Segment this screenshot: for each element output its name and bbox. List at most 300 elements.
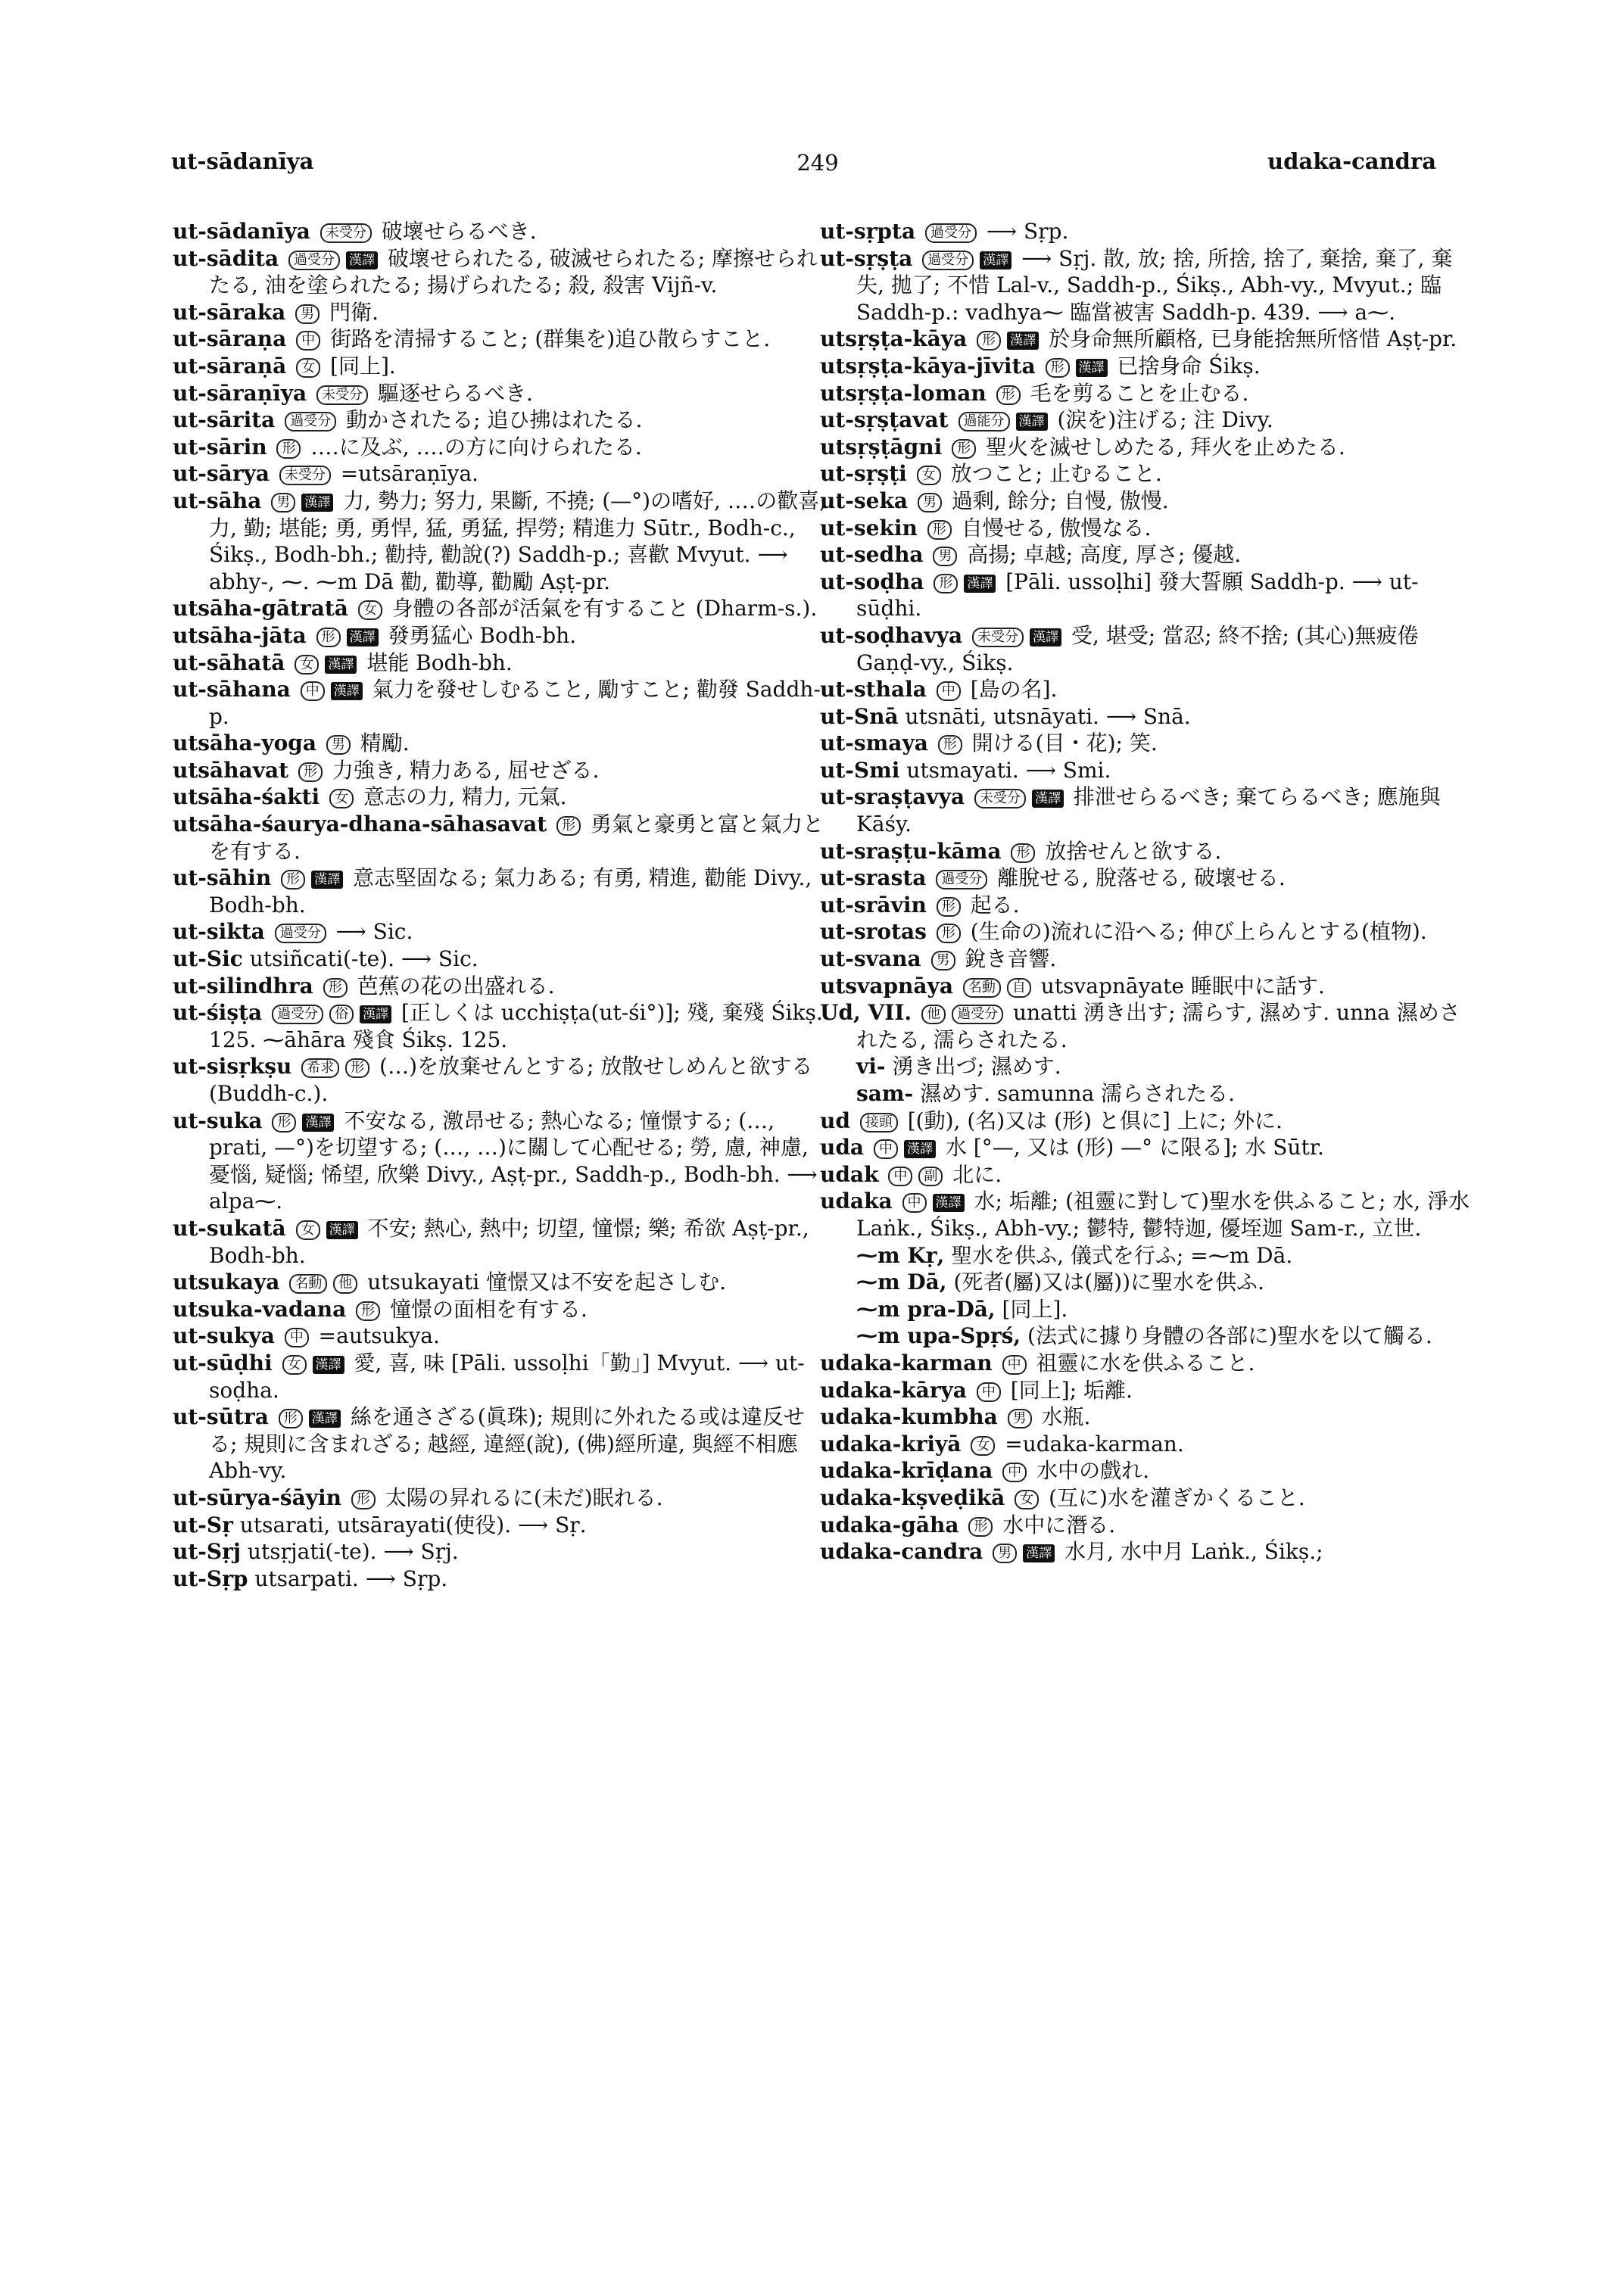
grammar-tag: 女 xyxy=(971,1436,995,1456)
chinese-translation-marker: 漢譯 xyxy=(933,1194,965,1212)
headword: ut-sṛṣṭi xyxy=(820,461,907,487)
definition-text: utsukayati 憧憬又は不安を起さしむ. xyxy=(367,1270,727,1295)
definition-text: 動かされたる; 追ひ拂はれたる. xyxy=(346,407,643,433)
headword: udaka-krīḍana xyxy=(820,1458,993,1484)
definition-text: 排泄せらるべき; 棄てらるべき; 應施與 Kāśy. xyxy=(856,784,1441,837)
grammar-tag: 形 xyxy=(996,385,1021,405)
headword: ut-śiṣṭa xyxy=(173,1000,263,1026)
dictionary-entry xyxy=(173,1108,833,1215)
dictionary-entry xyxy=(173,218,833,245)
definition-text: utsarati, utsārayati(使役). ⟶ Sṛ. xyxy=(239,1512,587,1537)
dictionary-entry xyxy=(820,326,1471,353)
definition-text: 太陽の昇れるに(未だ)眠れる. xyxy=(385,1485,663,1510)
definition-text: ⟶ Sṛp. xyxy=(986,219,1069,244)
headword: ut-Snā xyxy=(820,703,899,729)
grammar-tag: 過受分 xyxy=(288,251,340,270)
grammar-tag: 未受分 xyxy=(972,628,1024,647)
grammar-tag: 形 xyxy=(556,816,581,836)
definition-text: ‥‥に及ぶ, ‥‥の方に向けられたる. xyxy=(310,434,642,460)
dictionary-entry xyxy=(820,946,1471,973)
headword: ut-sāraṇā xyxy=(173,353,287,379)
grammar-tag: 女 xyxy=(917,466,941,485)
definition-text: 過剩, 餘分; 自慢, 傲慢. xyxy=(951,488,1169,513)
chinese-translation-marker: 漢譯 xyxy=(301,494,333,512)
definition-text: 銳き音響. xyxy=(965,946,1057,972)
grammar-tag: 自 xyxy=(1007,978,1031,998)
definition-text: ⟶ Sṛj. 散, 放; 捨, 所捨, 捨了, 棄捨, 棄了, 棄失, 拋了; 不惜 Lal-v., Saddh-p., Śikṣ., Abh-vy., Mvyut.; 臨 Saddh-p.: vadhya⁓ 臨當被害 Saddh-p. 439. ⟶ a⁓. xyxy=(856,245,1453,325)
headword: utsāha-yoga xyxy=(173,731,316,756)
dictionary-entry xyxy=(820,353,1471,380)
grammar-tag: 中 xyxy=(977,1382,1001,1402)
definition-text: [(動), (名)又は (形) と倶に] 上に; 外に. xyxy=(907,1108,1283,1133)
headword: ut-sāraṇīya xyxy=(173,380,307,406)
chinese-translation-marker: 漢譯 xyxy=(980,251,1011,269)
dictionary-entry xyxy=(820,1431,1471,1458)
headword: udaka-karman xyxy=(820,1350,993,1375)
definition-text: 氣力を發せしむること, 勵すこと; 勸發 Saddh-p. xyxy=(209,677,821,729)
grammar-tag: 形 xyxy=(279,1409,303,1428)
headword: ut-svana xyxy=(820,946,921,972)
headword: ut-sukatā xyxy=(173,1215,286,1241)
headword: utsvapnāya xyxy=(820,973,953,999)
headword: ut-sādanīya xyxy=(173,219,310,244)
headword: vi- xyxy=(856,1054,886,1080)
definition-text: 街路を清掃すること; (群集を)追ひ散らすこと. xyxy=(330,326,771,352)
headword: ut-srāvin xyxy=(820,892,927,918)
definition-text: 意志堅固なる; 氣力ある; 有勇, 精進, 勸能 Divy., Bodh-bh. xyxy=(209,865,812,918)
definition-text: 聖水を供ふ, 儀式を行ふ; =⁓m Dā. xyxy=(951,1242,1293,1268)
headword: ut-Sṛ xyxy=(173,1512,233,1537)
dictionary-entry xyxy=(173,245,833,299)
dictionary-entry xyxy=(173,326,833,353)
dictionary-entry xyxy=(820,730,1471,757)
dictionary-entry xyxy=(820,407,1471,434)
headword: utsāha-śakti xyxy=(173,784,320,810)
headword: ut-sāhatā xyxy=(173,650,285,675)
definition-text: (涙を)注げる; 注 Divy. xyxy=(1057,407,1273,433)
headword: ut-sārita xyxy=(173,407,276,433)
grammar-tag: 中 xyxy=(296,331,320,350)
dictionary-entry xyxy=(820,460,1471,488)
dictionary-entry xyxy=(820,622,1471,676)
grammar-tag: 未受分 xyxy=(974,789,1026,808)
headword: ut-sedha xyxy=(820,542,924,568)
headword: utsāha-jāta xyxy=(173,622,307,648)
definition-text: 勇氣と豪勇と富と氣力とを有する. xyxy=(209,812,824,864)
headword: ⁓m upa-Spṛś, xyxy=(856,1323,1021,1349)
definition-text: =autsukya. xyxy=(318,1323,440,1349)
headword: ut-sisṛkṣu xyxy=(173,1054,292,1080)
dictionary-entry xyxy=(173,811,833,865)
grammar-tag: 男 xyxy=(931,951,955,970)
definition-text: 高揚; 卓越; 高度, 厚さ; 優越. xyxy=(967,542,1242,568)
definition-text: 破壞せらるべき. xyxy=(381,219,537,244)
definition-text: 祖靈に水を供ふること. xyxy=(1036,1350,1255,1375)
headword: ut-Smi xyxy=(820,757,900,783)
chinese-translation-marker: 漢譯 xyxy=(1007,332,1039,350)
headword: ut-sāha xyxy=(173,488,262,513)
definition-text: 放捨せんと欲する. xyxy=(1045,838,1222,864)
chinese-translation-marker: 漢譯 xyxy=(904,1140,936,1158)
definition-text: 水 [°—, 又は (形) —° に限る]; 水 Sūtr. xyxy=(945,1135,1324,1161)
headword: udak xyxy=(820,1161,879,1187)
headword: ut-sraṣṭavya xyxy=(820,784,965,810)
headword: utsṛṣṭa-kāya xyxy=(820,326,968,352)
dictionary-entry xyxy=(820,892,1471,919)
definition-text: (互に)水を灌ぎかくること. xyxy=(1049,1485,1305,1510)
dictionary-entry xyxy=(173,784,833,811)
headword: ud xyxy=(820,1108,850,1133)
grammar-tag: 俗 xyxy=(329,1005,354,1024)
headword: ut-soḍha xyxy=(820,569,924,594)
headword: ut-sikta xyxy=(173,919,265,945)
definition-text: [島の名]. xyxy=(970,677,1058,703)
dictionary-entry xyxy=(820,1296,1471,1323)
definition-text: 放つこと; 止むること. xyxy=(950,461,1162,487)
dictionary-entry xyxy=(173,1053,833,1107)
definition-text: utsarpati. ⟶ Sṛp. xyxy=(254,1566,448,1591)
chinese-translation-marker: 漢譯 xyxy=(309,1410,341,1428)
dictionary-entry xyxy=(820,838,1471,865)
dictionary-entry xyxy=(820,1485,1471,1512)
chinese-translation-marker: 漢譯 xyxy=(1076,359,1108,377)
definition-text: [同上]. xyxy=(1002,1296,1068,1322)
definition-text: (法式に據り身體の各部に)聖水を以て觸る. xyxy=(1027,1323,1432,1349)
dictionary-entry xyxy=(173,299,833,326)
dictionary-entry xyxy=(820,999,1471,1053)
definition-text: utsiñcati(-te). ⟶ Sic. xyxy=(249,946,478,972)
grammar-tag: 過能分 xyxy=(959,412,1010,431)
definition-text: 力, 勢力; 努力, 果斷, 不撓; (—°)の嗜好, ‥‥の歡喜; 力, 勤; 堪能; 勇, 勇悍, 猛, 勇猛, 捍勞; 精進力 Sūtr., Bodh-c., Śikṣ., Bodh-bh.; 勸持, 勸說(?) Saddh-p.; 喜歡 Mvyut. ⟶ abhy-, ⁓. ⁓m Dā 勸, 勸導, 勸勵 Aṣṭ-pr. xyxy=(209,488,827,594)
chinese-translation-marker: 漢譯 xyxy=(331,682,363,700)
definition-text: =utsāraṇīya. xyxy=(340,461,479,487)
headword: udaka-kṣveḍikā xyxy=(820,1485,1005,1510)
headword: ut-sthala xyxy=(820,677,927,703)
grammar-tag: 形 xyxy=(1046,358,1070,378)
chinese-translation-marker: 漢譯 xyxy=(1023,1544,1055,1562)
grammar-tag: 形 xyxy=(937,924,961,943)
definition-text: 受, 堪受; 當忍; 終不捨; (其心)無疲倦 Gaṇḍ-vy., Śikṣ. xyxy=(856,622,1419,675)
definition-text: 於身命無所顧格, 已身能捨無所悋惜 Aṣṭ-pr. xyxy=(1049,326,1457,352)
definition-text: 北に. xyxy=(952,1161,1002,1187)
grammar-tag: 女 xyxy=(296,358,320,378)
dictionary-entry xyxy=(820,1134,1471,1161)
headword: ut-sāraka xyxy=(173,299,286,325)
definition-text: (…)を放棄せんとする; 放散せしめんと欲する (Buddh-c.). xyxy=(209,1054,813,1106)
dictionary-entry xyxy=(820,1404,1471,1431)
grammar-tag: 過受分 xyxy=(285,412,336,431)
chinese-translation-marker: 漢譯 xyxy=(302,1114,334,1132)
headword: utsṛṣṭa-kāya-jīvita xyxy=(820,353,1036,379)
dictionary-entry xyxy=(820,1242,1471,1270)
grammar-tag: 未受分 xyxy=(316,385,368,405)
dictionary-entry xyxy=(173,353,833,380)
dictionary-entry xyxy=(173,407,833,434)
dictionary-entry xyxy=(820,676,1471,703)
dictionary-entry xyxy=(173,999,833,1053)
definition-text: 水月, 水中月 Laṅk., Śikṣ.; xyxy=(1064,1539,1323,1565)
definition-text: 憧憬の面相を有する. xyxy=(390,1296,588,1322)
page-number: 249 xyxy=(796,150,839,176)
grammar-tag: 接頭 xyxy=(860,1113,898,1132)
grammar-tag: 形 xyxy=(1011,843,1035,863)
headword: ut-sūtra xyxy=(173,1404,269,1430)
headword: ut-sāhana xyxy=(173,677,291,703)
headword: utsṛṣṭa-loman xyxy=(820,380,987,406)
headword: ut-sāhin xyxy=(173,865,272,891)
headword: ⁓m pra-Dā, xyxy=(856,1296,996,1322)
dictionary-entry xyxy=(820,245,1471,326)
chinese-translation-marker: 漢譯 xyxy=(346,251,378,269)
dictionary-entry xyxy=(820,918,1471,946)
dictionary-entry xyxy=(173,1566,833,1593)
dictionary-entry xyxy=(820,1161,1471,1189)
grammar-tag: 希求 xyxy=(301,1058,339,1078)
grammar-tag: 過受分 xyxy=(922,251,974,270)
dictionary-entry xyxy=(820,1080,1471,1108)
headword: utsṛṣṭāgni xyxy=(820,434,943,460)
headword: udaka-kriyā xyxy=(820,1431,962,1456)
dictionary-entry xyxy=(173,650,833,677)
dictionary-entry xyxy=(820,1512,1471,1539)
dictionary-entry xyxy=(173,730,833,757)
dictionary-entry xyxy=(173,1404,833,1485)
grammar-tag: 女 xyxy=(295,655,319,675)
running-head-right: udaka-candra xyxy=(1267,148,1436,174)
definition-text: 水瓶. xyxy=(1041,1404,1091,1430)
definition-text: 不安なる, 激昂せる; 熱心なる; 憧憬する; (…, prati, —°)を切望する; (…, …)に關して心配せる; 勞, 慮, 神慮, 憂惱, 疑惱; 悕望, 欣樂 Divy., Aṣṭ-pr., Saddh-p., Bodh-bh. ⟶ alpa⁓. xyxy=(209,1108,818,1214)
headword: ut-sekin xyxy=(820,515,918,541)
definition-text: 驅逐せらるべき. xyxy=(377,380,533,406)
headword: ut-silindhra xyxy=(173,973,313,999)
dictionary-entry xyxy=(820,1269,1471,1296)
headword: udaka-kumbha xyxy=(820,1404,998,1430)
definition-text: 自慢せる, 傲慢なる. xyxy=(961,515,1152,541)
definition-text: 已捨身命 Śikṣ. xyxy=(1117,353,1261,379)
definition-text: 力強き, 精力ある, 屈せざる. xyxy=(332,757,600,783)
grammar-tag: 未受分 xyxy=(320,223,372,243)
chinese-translation-marker: 漢譯 xyxy=(326,1221,358,1239)
grammar-tag: 形 xyxy=(356,1301,380,1321)
definition-text: utsnāti, utsnāyati. ⟶ Snā. xyxy=(905,703,1191,729)
chinese-translation-marker: 漢譯 xyxy=(964,575,996,593)
grammar-tag: 形 xyxy=(316,628,341,647)
grammar-tag: 形 xyxy=(927,520,952,540)
headword: udaka-kārya xyxy=(820,1377,967,1403)
grammar-tag: 女 xyxy=(296,1220,320,1240)
definition-text: 意志の力, 精力, 元氣. xyxy=(363,784,567,810)
dictionary-entry xyxy=(820,1350,1471,1377)
headword: udaka xyxy=(820,1189,893,1214)
grammar-tag: 女 xyxy=(329,789,354,808)
headword: ut-sārya xyxy=(173,461,270,487)
dictionary-entry xyxy=(173,1350,833,1404)
headword: ut-sāraṇa xyxy=(173,326,287,352)
dictionary-entry xyxy=(820,380,1471,407)
grammar-tag: 形 xyxy=(298,762,323,782)
grammar-tag: 形 xyxy=(351,1490,376,1509)
definition-text: 開ける(目・花); 笑. xyxy=(971,731,1158,756)
dictionary-entry xyxy=(820,1377,1471,1404)
headword: ut-sṛṣṭavat xyxy=(820,407,949,433)
definition-text: 破壞せられたる, 破滅せられたる; 摩擦せられたる, 油を塗られたる; 揚げられたる; 殺, 殺害 Vijñ-v. xyxy=(209,245,818,298)
definition-text: 濕めす. samunna 濡らされたる. xyxy=(920,1081,1236,1106)
dictionary-entry xyxy=(173,918,833,946)
grammar-tag: 男 xyxy=(993,1544,1017,1563)
grammar-tag: 過受分 xyxy=(925,223,977,243)
definition-text: 發勇猛心 Bodh-bh. xyxy=(388,622,577,648)
headword: utsāha-gātratā xyxy=(173,596,348,622)
grammar-tag: 過受分 xyxy=(952,1005,1003,1024)
definition-text: 聖火を滅せしめたる, 拜火を止めたる. xyxy=(986,434,1345,460)
definition-text: unatti 湧き出す; 濡らす, 濕めす. unna 濕めされたる, 濡らされたる. xyxy=(856,1000,1460,1052)
grammar-tag: 形 xyxy=(281,870,305,889)
grammar-tag: 他 xyxy=(921,1005,946,1024)
grammar-tag: 未受分 xyxy=(279,466,331,485)
dictionary-entry xyxy=(820,1108,1471,1135)
dictionary-entry xyxy=(173,1512,833,1539)
dictionary-entry xyxy=(173,1485,833,1512)
chinese-translation-marker: 漢譯 xyxy=(347,628,379,646)
dictionary-entry xyxy=(173,946,833,973)
grammar-tag: 男 xyxy=(918,493,942,512)
definition-text: [Pāli. ussoḷhi] 發大誓願 Saddh-p. ⟶ ut-sūḍhi. xyxy=(856,569,1419,622)
dictionary-entry xyxy=(173,865,833,918)
headword: ⁓m Dā, xyxy=(856,1270,947,1295)
definition-text: =udaka-karman. xyxy=(1005,1431,1184,1456)
definition-text: 水; 垢離; (祖靈に對して)聖水を供ふること; 水, 淨水 Laṅk., Śikṣ., Abh-vy.; 鬱特, 鬱特迦, 優垤迦 Sam-r., 立世. xyxy=(856,1189,1470,1241)
dictionary-entry xyxy=(820,1053,1471,1080)
dictionary-entry xyxy=(173,434,833,461)
definition-text: 水中の戲れ. xyxy=(1036,1458,1149,1484)
headword: ut-sukya xyxy=(173,1323,275,1349)
running-head-left: ut-sādanīya xyxy=(171,148,314,174)
dictionary-entry xyxy=(820,434,1471,461)
definition-text: [同上]; 垢離. xyxy=(1010,1377,1133,1403)
headword: utsāhavat xyxy=(173,757,289,783)
right-column xyxy=(820,218,1471,1566)
headword: ut-smaya xyxy=(820,731,928,756)
definition-text: 起る. xyxy=(970,892,1020,918)
dictionary-entry xyxy=(173,488,833,595)
dictionary-entry xyxy=(173,1323,833,1350)
dictionary-entry xyxy=(173,973,833,1000)
definition-text: [同上]. xyxy=(330,353,396,379)
grammar-tag: 中 xyxy=(1002,1355,1027,1375)
grammar-tag: 形 xyxy=(934,574,958,594)
definition-text: (死者(屬)又は(屬))に聖水を供ふ. xyxy=(953,1270,1264,1295)
definition-text: utsmayati. ⟶ Smi. xyxy=(906,757,1111,783)
headword: udaka-candra xyxy=(820,1539,983,1565)
dictionary-entry xyxy=(173,676,833,730)
headword: ut-Sṛj xyxy=(173,1539,242,1565)
dictionary-entry xyxy=(820,569,1471,622)
dictionary-entry xyxy=(820,784,1471,837)
grammar-tag: 形 xyxy=(272,1113,296,1132)
headword: ut-sṛṣṭa xyxy=(820,245,913,271)
grammar-tag: 女 xyxy=(358,600,382,620)
grammar-tag: 他 xyxy=(333,1274,357,1294)
definition-text: 門衛. xyxy=(329,299,379,325)
grammar-tag: 過受分 xyxy=(936,870,987,889)
definition-text: 水中に潛る. xyxy=(1002,1512,1116,1537)
headword: ut-sārin xyxy=(173,434,267,460)
grammar-tag: 形 xyxy=(276,439,301,459)
chinese-translation-marker: 漢譯 xyxy=(311,871,343,889)
chinese-translation-marker: 漢譯 xyxy=(1030,628,1061,646)
definition-text: 堪能 Bodh-bh. xyxy=(366,650,513,675)
grammar-tag: 名動 xyxy=(963,978,1001,998)
headword: uda xyxy=(820,1135,865,1161)
grammar-tag: 過受分 xyxy=(272,1005,323,1024)
dictionary-entry xyxy=(820,1457,1471,1485)
headword: ut-soḍhavya xyxy=(820,622,963,648)
definition-text: 絲を通さざる(眞珠); 規則に外れたる或は違反せる; 規則に含まれざる; 越經, 違經(說), (佛)經所違, 與經不相應 Abh-vy. xyxy=(209,1404,805,1484)
headword: ut-Sṛp xyxy=(173,1566,248,1591)
definition-text: 精勵. xyxy=(360,731,410,756)
grammar-tag: 形 xyxy=(345,1058,369,1078)
grammar-tag: 女 xyxy=(1015,1490,1039,1509)
grammar-tag: 中 xyxy=(1002,1463,1027,1482)
headword: ut-sūrya-śāyin xyxy=(173,1485,341,1510)
dictionary-entry xyxy=(820,488,1471,515)
dictionary-entry xyxy=(173,1215,833,1269)
dictionary-entry xyxy=(820,1188,1471,1242)
headword: utsāha-śaurya-dhana-sāhasavat xyxy=(173,812,547,837)
grammar-tag: 形 xyxy=(952,439,976,459)
dictionary-entry xyxy=(820,218,1471,245)
dictionary-entry xyxy=(173,460,833,488)
definition-text: 湧き出づ; 濕めす. xyxy=(892,1054,1061,1080)
grammar-tag: 形 xyxy=(937,897,961,917)
headword: udaka-gāha xyxy=(820,1512,959,1537)
grammar-tag: 形 xyxy=(938,735,962,755)
headword: utsuka-vadana xyxy=(173,1296,347,1322)
grammar-tag: 中 xyxy=(902,1193,927,1213)
grammar-tag: 男 xyxy=(271,493,295,512)
headword: ut-srotas xyxy=(820,919,927,945)
grammar-tag: 形 xyxy=(977,331,1001,350)
definition-text: 不安; 熱心, 熱中; 切望, 憧憬; 樂; 希欲 Aṣṭ-pr., Bodh-bh. xyxy=(209,1215,809,1268)
definition-text: utsṛjati(-te). ⟶ Sṛj. xyxy=(247,1539,459,1565)
grammar-tag: 形 xyxy=(968,1517,993,1537)
dictionary-entry xyxy=(173,1296,833,1323)
definition-text: 芭蕉の花の出盛れる. xyxy=(357,973,555,999)
chinese-translation-marker: 漢譯 xyxy=(325,656,357,674)
chinese-translation-marker: 漢譯 xyxy=(1016,413,1048,431)
dictionary-entry xyxy=(820,865,1471,892)
definition-text: ⟶ Sic. xyxy=(335,919,413,945)
headword: ut-sṛpta xyxy=(820,219,916,244)
grammar-tag: 形 xyxy=(323,978,348,998)
grammar-tag: 男 xyxy=(933,547,957,566)
headword: ut-srasta xyxy=(820,865,927,891)
grammar-tag: 名動 xyxy=(289,1274,327,1294)
dictionary-entry xyxy=(820,757,1471,784)
definition-text: 毛を剪ることを止むる. xyxy=(1030,380,1249,406)
dictionary-entry xyxy=(820,1538,1471,1566)
headword: ut-sūḍhi xyxy=(173,1350,273,1375)
grammar-tag: 中 xyxy=(888,1167,912,1186)
definition-text: 離脫せる, 脫落せる, 破壞せる. xyxy=(997,865,1286,891)
headword: ⁓m Kṛ, xyxy=(856,1242,945,1268)
grammar-tag: 中 xyxy=(937,681,961,701)
dictionary-entry xyxy=(820,1323,1471,1350)
definition-text: 身體の各部が活氣を有すること (Dharm-s.). xyxy=(391,596,818,622)
dictionary-entry xyxy=(173,595,833,622)
grammar-tag: 中 xyxy=(874,1139,898,1159)
grammar-tag: 副 xyxy=(918,1167,943,1186)
